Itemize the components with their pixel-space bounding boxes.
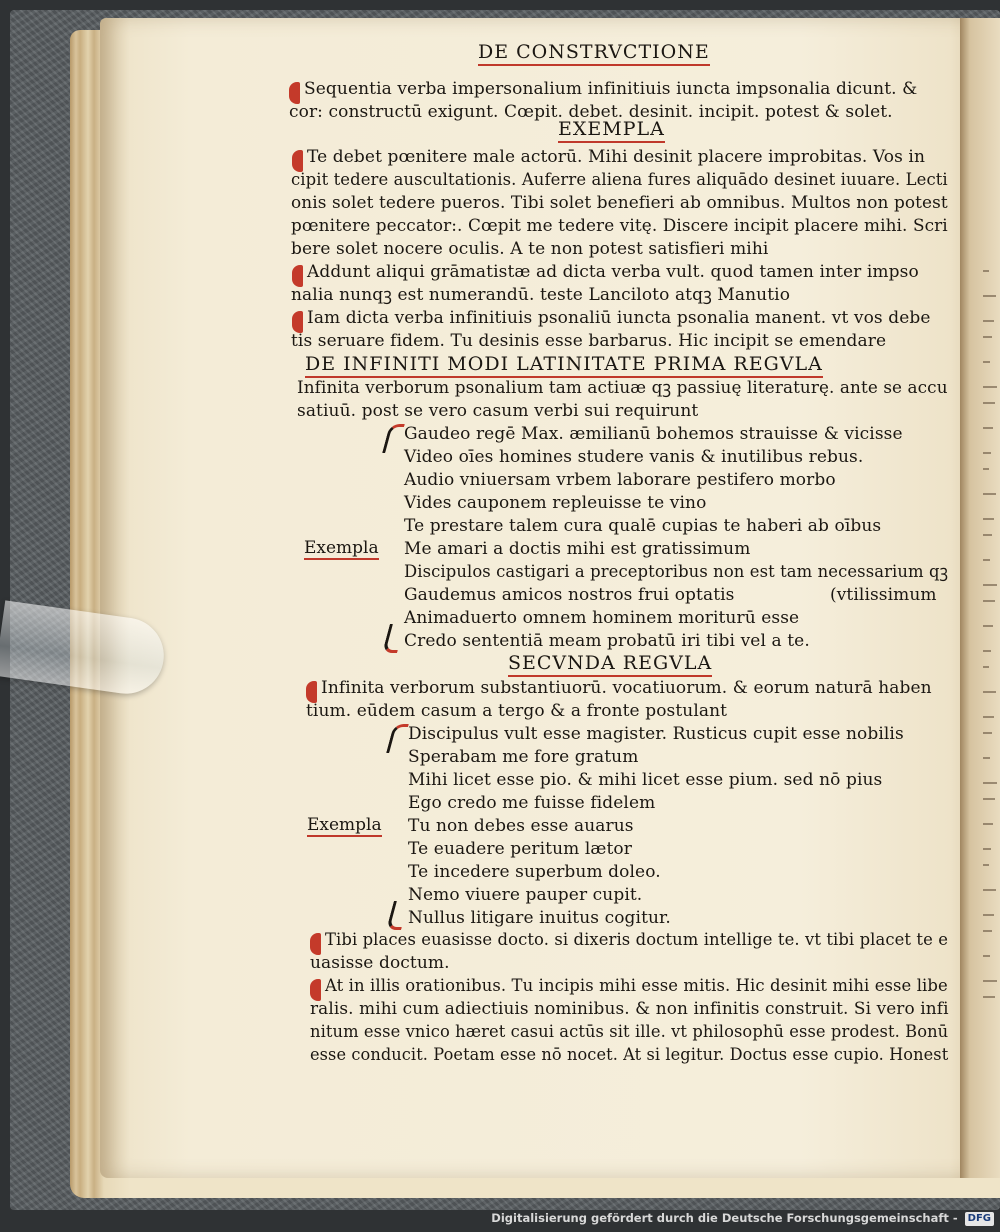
text-line: Te debet pœnitere male actorū. Mihi desinit placere improbitas. Vos in bbox=[307, 147, 925, 167]
example-line: Te incedere superbum doleo. bbox=[408, 862, 661, 882]
text-line: nitum esse vnico hæret casui actūs sit ille. vt philosophū esse prodest. Bonū bbox=[310, 1022, 949, 1042]
text-line: Infinita verborum psonalium tam actiuæ qꝫ passiuę literaturę. ante se accu bbox=[297, 378, 948, 398]
heading-exempla: EXEMPLA bbox=[558, 118, 665, 143]
brace-mark bbox=[382, 624, 405, 653]
example-line: Video oīes homines studere vanis & inutilibus rebus. bbox=[404, 447, 864, 467]
brace-mark bbox=[386, 724, 409, 753]
example-line: Audio vniuersam vrbem laborare pestifero morbo bbox=[404, 470, 836, 490]
example-line: Sperabam me fore gratum bbox=[408, 747, 639, 767]
example-line: Mihi licet esse pio. & mihi licet esse pium. sed nō pius bbox=[408, 770, 883, 790]
text-line: cipit tedere auscultationis. Auferre aliena fures aliquādo desinet iuuare. Lecti bbox=[291, 170, 948, 190]
brace-mark bbox=[386, 901, 409, 930]
text-line: Infinita verborum substantiuorū. vocatiuorum. & eorum naturā haben bbox=[321, 678, 932, 698]
example-line: Tu non debes esse auarus bbox=[408, 816, 634, 836]
text-line: ralis. mihi cum adiectiuis nominibus. & non infinitis construit. Si vero infi bbox=[310, 999, 949, 1019]
example-line-continuation: (vtilissimum bbox=[830, 585, 937, 605]
text-line: Tibi places euasisse docto. si dixeris doctum intellige te. vt tibi placet te e bbox=[325, 930, 949, 950]
text-line: Iam dicta verba infinitiuis psonaliū iuncta psonalia manent. vt vos debe bbox=[307, 308, 931, 328]
example-line: Me amari a doctis mihi est gratissimum bbox=[404, 539, 751, 559]
text-line: cor: constructū exigunt. Cœpit. debet. desinit. incipit. potest & solet. bbox=[289, 102, 893, 122]
example-line: Te prestare talem cura qualē cupias te haberi ab oībus bbox=[404, 516, 882, 536]
credit-text: Digitalisierung gefördert durch die Deutsche Forschungsgemeinschaft - bbox=[491, 1211, 958, 1225]
heading-secunda-regula: SECVNDA REGVLA bbox=[508, 652, 712, 677]
example-line: Vides cauponem repleuisse te vino bbox=[404, 493, 707, 513]
example-line: Gaudemus amicos nostros frui optatis bbox=[404, 585, 735, 605]
heading-prima-regula: DE INFINITI MODI LATINITATE PRIMA REGVLA bbox=[305, 353, 823, 378]
dfg-logo: DFG bbox=[965, 1212, 994, 1226]
text-line: tium. eūdem casum a tergo & a fronte postulant bbox=[306, 701, 728, 721]
text-line: bere solet nocere oculis. A te non potest satisfieri mihi bbox=[291, 239, 769, 259]
example-line: Animaduerto omnem hominem moriturū esse bbox=[404, 608, 800, 628]
text-line: onis solet tedere pueros. Tibi solet benefieri ab omnibus. Multos non potest bbox=[291, 193, 948, 213]
text-line: uasisse doctum. bbox=[310, 953, 450, 973]
example-line: Nemo viuere pauper cupit. bbox=[408, 885, 643, 905]
example-line: Discipulus vult esse magister. Rusticus cupit esse nobilis bbox=[408, 724, 904, 744]
example-line: Te euadere peritum lætor bbox=[408, 839, 632, 859]
example-line: Gaudeo regē Max. æmilianū bohemos strauisse & vicisse bbox=[404, 424, 903, 444]
text-line: At in illis orationibus. Tu incipis mihi esse mitis. Hic desinit mihi esse libe bbox=[325, 976, 948, 996]
text-line: pœnitere peccator:. Cœpit me tedere vitę. Discere incipit placere mihi. Scri bbox=[291, 216, 948, 236]
text-line: Addunt aliqui grāmatistæ ad dicta verba vult. quod tamen inter impso bbox=[307, 262, 919, 282]
text-line: Sequentia verba impersonalium infinitiuis iuncta impsonalia dicunt. & bbox=[304, 79, 918, 99]
example-line: Credo sententiā meam probatū iri tibi vel a te. bbox=[404, 631, 810, 651]
example-line: Nullus litigare inuitus cogitur. bbox=[408, 908, 671, 928]
text-line: nalia nunqꝫ est numerandū. teste Lanciloto atqꝫ Manutio bbox=[291, 285, 791, 305]
example-line: Discipulos castigari a preceptoribus non est tam necessarium qꝫ bbox=[404, 562, 949, 582]
text-line: tis seruare fidem. Tu desinis esse barbarus. Hic incipit se emendare bbox=[291, 331, 887, 351]
heading-de-constructione: DE CONSTRVCTIONE bbox=[478, 41, 710, 66]
brace-mark bbox=[382, 424, 405, 453]
exempla-label: Exempla bbox=[304, 538, 379, 558]
example-line: Ego credo me fuisse fidelem bbox=[408, 793, 656, 813]
text-line: esse conducit. Poetam esse nō nocet. At si legitur. Doctus esse cupio. Honest bbox=[310, 1045, 949, 1065]
digitization-credit bbox=[491, 1208, 994, 1228]
text-line: satiuū. post se vero casum verbi sui requirunt bbox=[297, 401, 699, 421]
exempla-label: Exempla bbox=[307, 815, 382, 835]
